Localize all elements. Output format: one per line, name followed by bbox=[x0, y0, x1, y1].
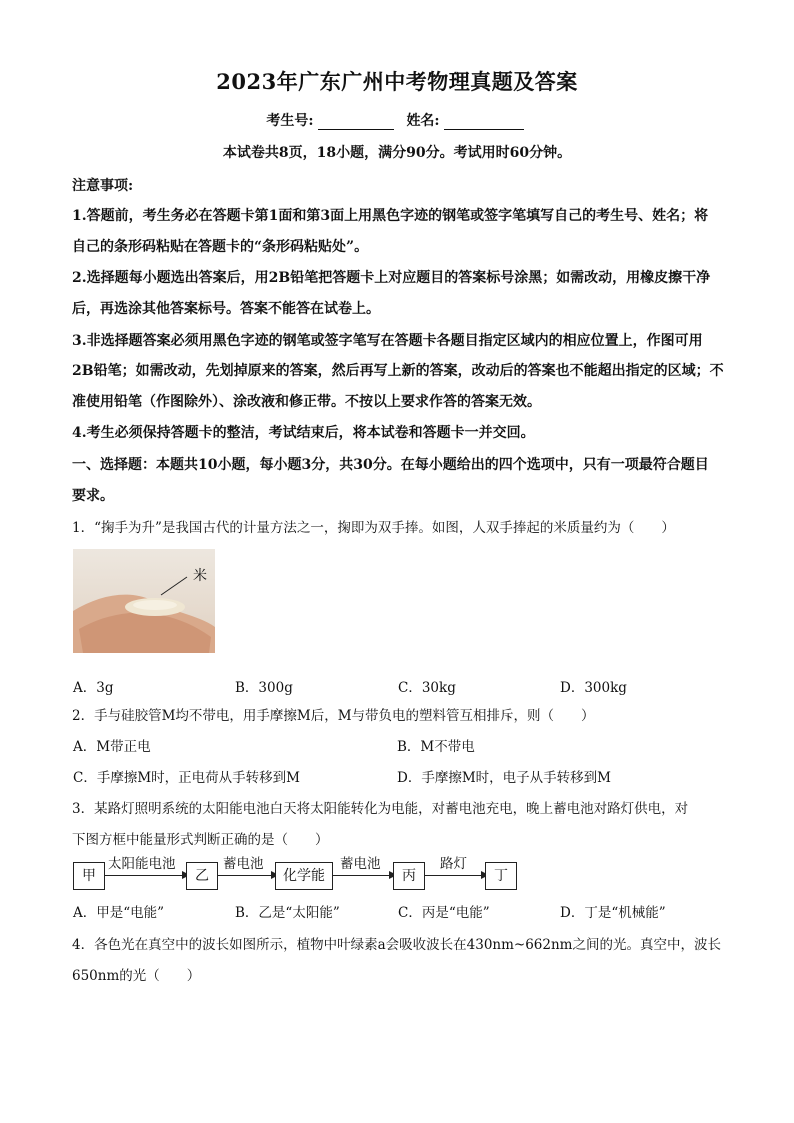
arrow-1-line bbox=[104, 875, 182, 876]
section1-heading: 一、选择题：本题共10小题，每小题3分，共30分。在每小题给出的四个选项中，只有一项最符合题目 bbox=[72, 457, 709, 473]
note-3b: 2B铅笔；如需改动，先划掉原来的答案，然后再写上新的答案，改动后的答案也不能超出指定的区域；不 bbox=[72, 363, 724, 379]
arrow-2-line bbox=[217, 875, 271, 876]
arrow-3-label: 蓄电池 bbox=[340, 856, 381, 872]
q4-stem-line1: 4．各色光在真空中的波长如图所示，植物中叶绿素a会吸收波长在430nm~662nm之间的光。真空中，波长 bbox=[72, 937, 721, 953]
note-1b: 自己的条形码粘贴在答题卡的“条形码粘贴处”。 bbox=[72, 239, 369, 255]
box-chemical-energy: 化学能 bbox=[275, 862, 333, 890]
exam-summary: 本试卷共8页，18小题，满分90分。考试用时60分钟。 bbox=[222, 145, 572, 161]
arrow-4-line bbox=[424, 875, 481, 876]
q3-option-a: A．甲是“电能” bbox=[73, 905, 165, 921]
q2-option-d: D．手摩擦M时，电子从手转移到M bbox=[397, 770, 611, 786]
q3-option-d: D．丁是“机械能” bbox=[560, 905, 666, 921]
name-blank bbox=[444, 115, 524, 130]
q1-option-d: D．300kg bbox=[560, 680, 627, 696]
q1-option-b: B．300g bbox=[235, 680, 293, 696]
box-jia: 甲 bbox=[73, 862, 105, 890]
note-3a: 3.非选择题答案必须用黑色字迹的钢笔或签字笔写在答题卡各题目指定区域内的相应位置上，作图可用 bbox=[72, 333, 703, 349]
note-2a: 2.选择题每小题选出答案后，用2B铅笔把答题卡上对应题目的答案标号涂黑；如需改动，用橡皮擦干净 bbox=[72, 270, 711, 286]
arrow-4-label: 路灯 bbox=[440, 856, 467, 872]
arrow-1-label: 太阳能电池 bbox=[108, 856, 176, 872]
rice-label: 米 bbox=[193, 568, 207, 584]
note-1a: 1.答题前，考生务必在答题卡第1面和第3面上用黑色字迹的钢笔或签字笔填写自己的考生号、姓名；将 bbox=[72, 208, 709, 224]
q1-option-c: C．30kg bbox=[398, 680, 456, 696]
page-title: 2023年广东广州中考物理真题及答案 bbox=[216, 69, 578, 94]
hands-rice-photo bbox=[73, 549, 215, 653]
arrow-2-label: 蓄电池 bbox=[223, 856, 264, 872]
q1-stem: 1．“掬手为升”是我国古代的计量方法之一，掬即为双手捧。如图，人双手捧起的米质量约为（ ） bbox=[72, 520, 675, 536]
name-label: 姓名: bbox=[406, 113, 440, 129]
note-4: 4.考生必须保持答题卡的整洁，考试结束后，将本试卷和答题卡一并交回。 bbox=[72, 425, 535, 441]
q3-option-c: C．丙是“电能” bbox=[398, 905, 490, 921]
q3-stem-line1: 3．某路灯照明系统的太阳能电池白天将太阳能转化为电能，对蓄电池充电，晚上蓄电池对路灯供电，对 bbox=[72, 801, 689, 817]
arrow-3-line bbox=[332, 875, 389, 876]
box-ding: 丁 bbox=[485, 862, 517, 890]
q2-option-c: C．手摩擦M时，正电荷从手转移到M bbox=[73, 770, 300, 786]
q2-option-b: B．M不带电 bbox=[397, 739, 475, 755]
box-bing: 丙 bbox=[393, 862, 425, 890]
note-3c: 准使用铅笔（作图除外）、涂改液和修正带。不按以上要求作答的答案无效。 bbox=[72, 394, 541, 410]
q4-stem-line2: 650nm的光（ ） bbox=[72, 968, 201, 984]
note-2b: 后，再选涂其他答案标号。答案不能答在试卷上。 bbox=[72, 301, 380, 317]
q2-option-a: A．M带正电 bbox=[73, 739, 151, 755]
exam-info-line bbox=[0, 110, 794, 130]
exam-id-blank bbox=[318, 115, 394, 130]
section1-heading-cont: 要求。 bbox=[72, 488, 114, 504]
exam-id-label: 考生号: bbox=[266, 113, 314, 129]
q3-stem-line2: 下图方框中能量形式判断正确的是（ ） bbox=[72, 832, 329, 848]
box-yi: 乙 bbox=[186, 862, 218, 890]
q1-option-a: A．3g bbox=[73, 680, 114, 696]
q3-option-b: B．乙是“太阳能” bbox=[235, 905, 340, 921]
notes-heading: 注意事项: bbox=[72, 178, 134, 194]
q2-stem: 2．手与硅胶管M均不带电，用手摩擦M后，M与带负电的塑料管互相排斥，则（ ） bbox=[72, 708, 595, 724]
